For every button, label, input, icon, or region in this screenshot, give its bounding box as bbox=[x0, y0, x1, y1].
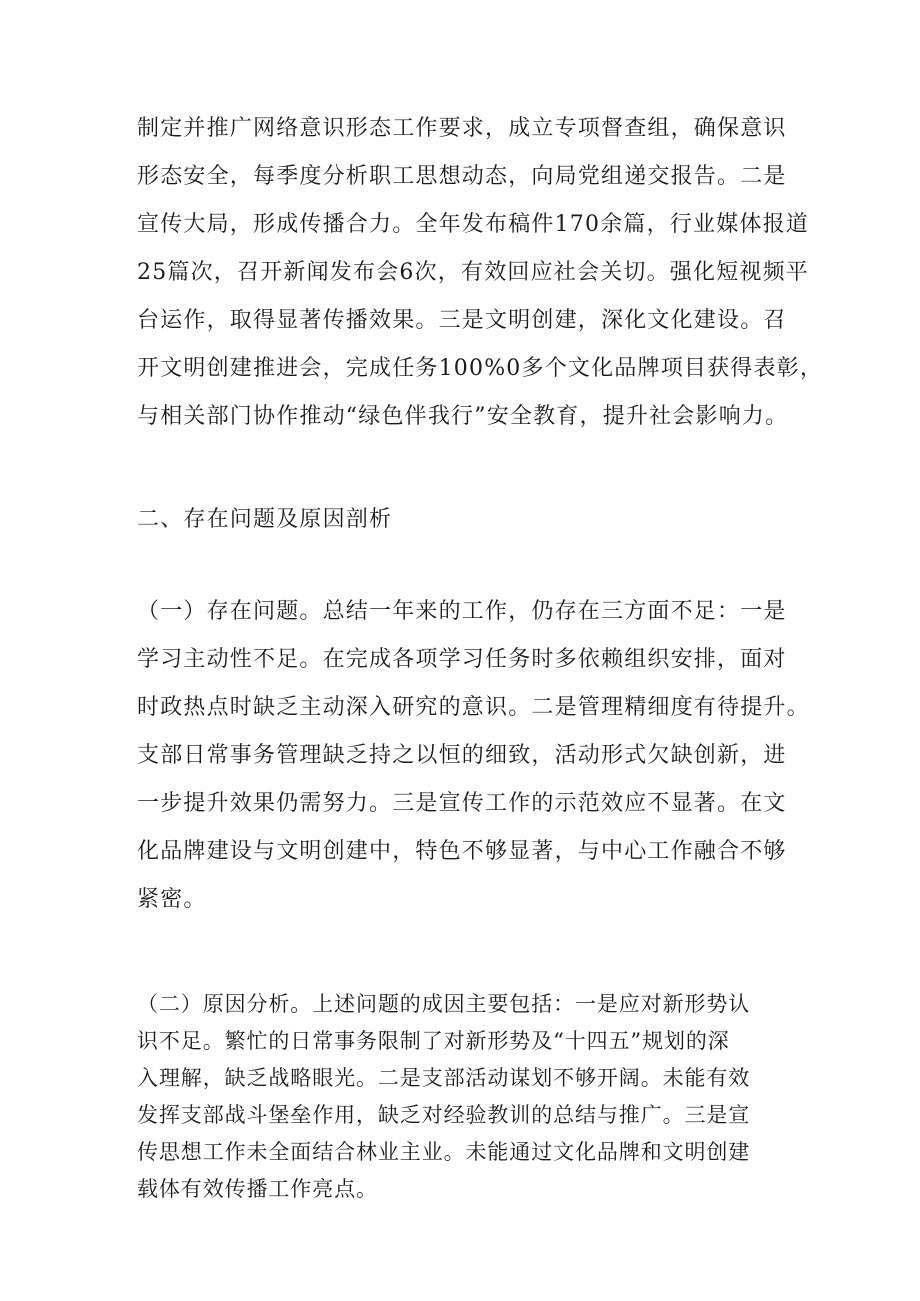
text-line: 学习主动性不足。在完成各项学习任务时多依赖组织安排，面对 bbox=[137, 647, 787, 672]
text-line: 识不足。繁忙的日常事务限制了对新形势及“十四五”规划的深 bbox=[137, 1029, 730, 1053]
text-line: 台运作，取得显著传播效果。三是文明创建，深化文化建设。召 bbox=[137, 308, 787, 333]
text-line: 化品牌建设与文明创建中，特色不够显著，与中心工作融合不够 bbox=[137, 839, 787, 864]
text-line: 与相关部门协作推动“绿色伴我行”安全教育，提升社会影响力。 bbox=[137, 404, 789, 429]
text-line: 开文明创建推进会，完成任务100%0多个文化品牌项目获得表彰， bbox=[137, 356, 824, 381]
text-line: 支部日常事务管理缺乏持之以恒的细致，活动形式欠缺创新，进 bbox=[137, 743, 787, 768]
text-line: （一）存在问题。总结一年来的工作，仍存在三方面不足：一是 bbox=[137, 599, 787, 624]
text-line: 形态安全，每季度分析职工思想动态，向局党组递交报告。二是 bbox=[137, 164, 787, 189]
text-line: 传思想工作未全面结合林业主业。未能通过文化品牌和文明创建 bbox=[137, 1140, 751, 1164]
text-line: 时政热点时缺乏主动深入研究的意识。二是管理精细度有待提升。 bbox=[137, 695, 810, 720]
text-line: 入理解，缺乏战略眼光。二是支部活动谋划不够开阔。未能有效 bbox=[137, 1066, 751, 1090]
paragraph-causes bbox=[137, 986, 797, 1208]
text-line: 载体有效传播工作亮点。 bbox=[137, 1177, 378, 1201]
paragraph-problems bbox=[137, 588, 810, 924]
text-line: 一步提升效果仍需努力。三是宣传工作的示范效应不显著。在文 bbox=[137, 791, 787, 816]
text-line: 发挥支部战斗堡垒作用，缺乏对经验教训的总结与推广。三是宣 bbox=[137, 1103, 751, 1127]
text-line: 制定并推广网络意识形态工作要求，成立专项督查组，确保意识 bbox=[137, 116, 787, 141]
section-heading: 二、存在问题及原因剖析 bbox=[137, 507, 393, 532]
text-line: 紧密。 bbox=[137, 887, 207, 912]
text-line: 宣传大局，形成传播合力。全年发布稿件170余篇，行业媒体报道 bbox=[137, 212, 809, 237]
paragraph-intro bbox=[137, 105, 824, 441]
text-line: 25篇次，召开新闻发布会6次，有效回应社会关切。强化短视频平 bbox=[137, 260, 809, 285]
text-line: （二）原因分析。上述问题的成因主要包括：一是应对新形势认 bbox=[137, 992, 751, 1016]
